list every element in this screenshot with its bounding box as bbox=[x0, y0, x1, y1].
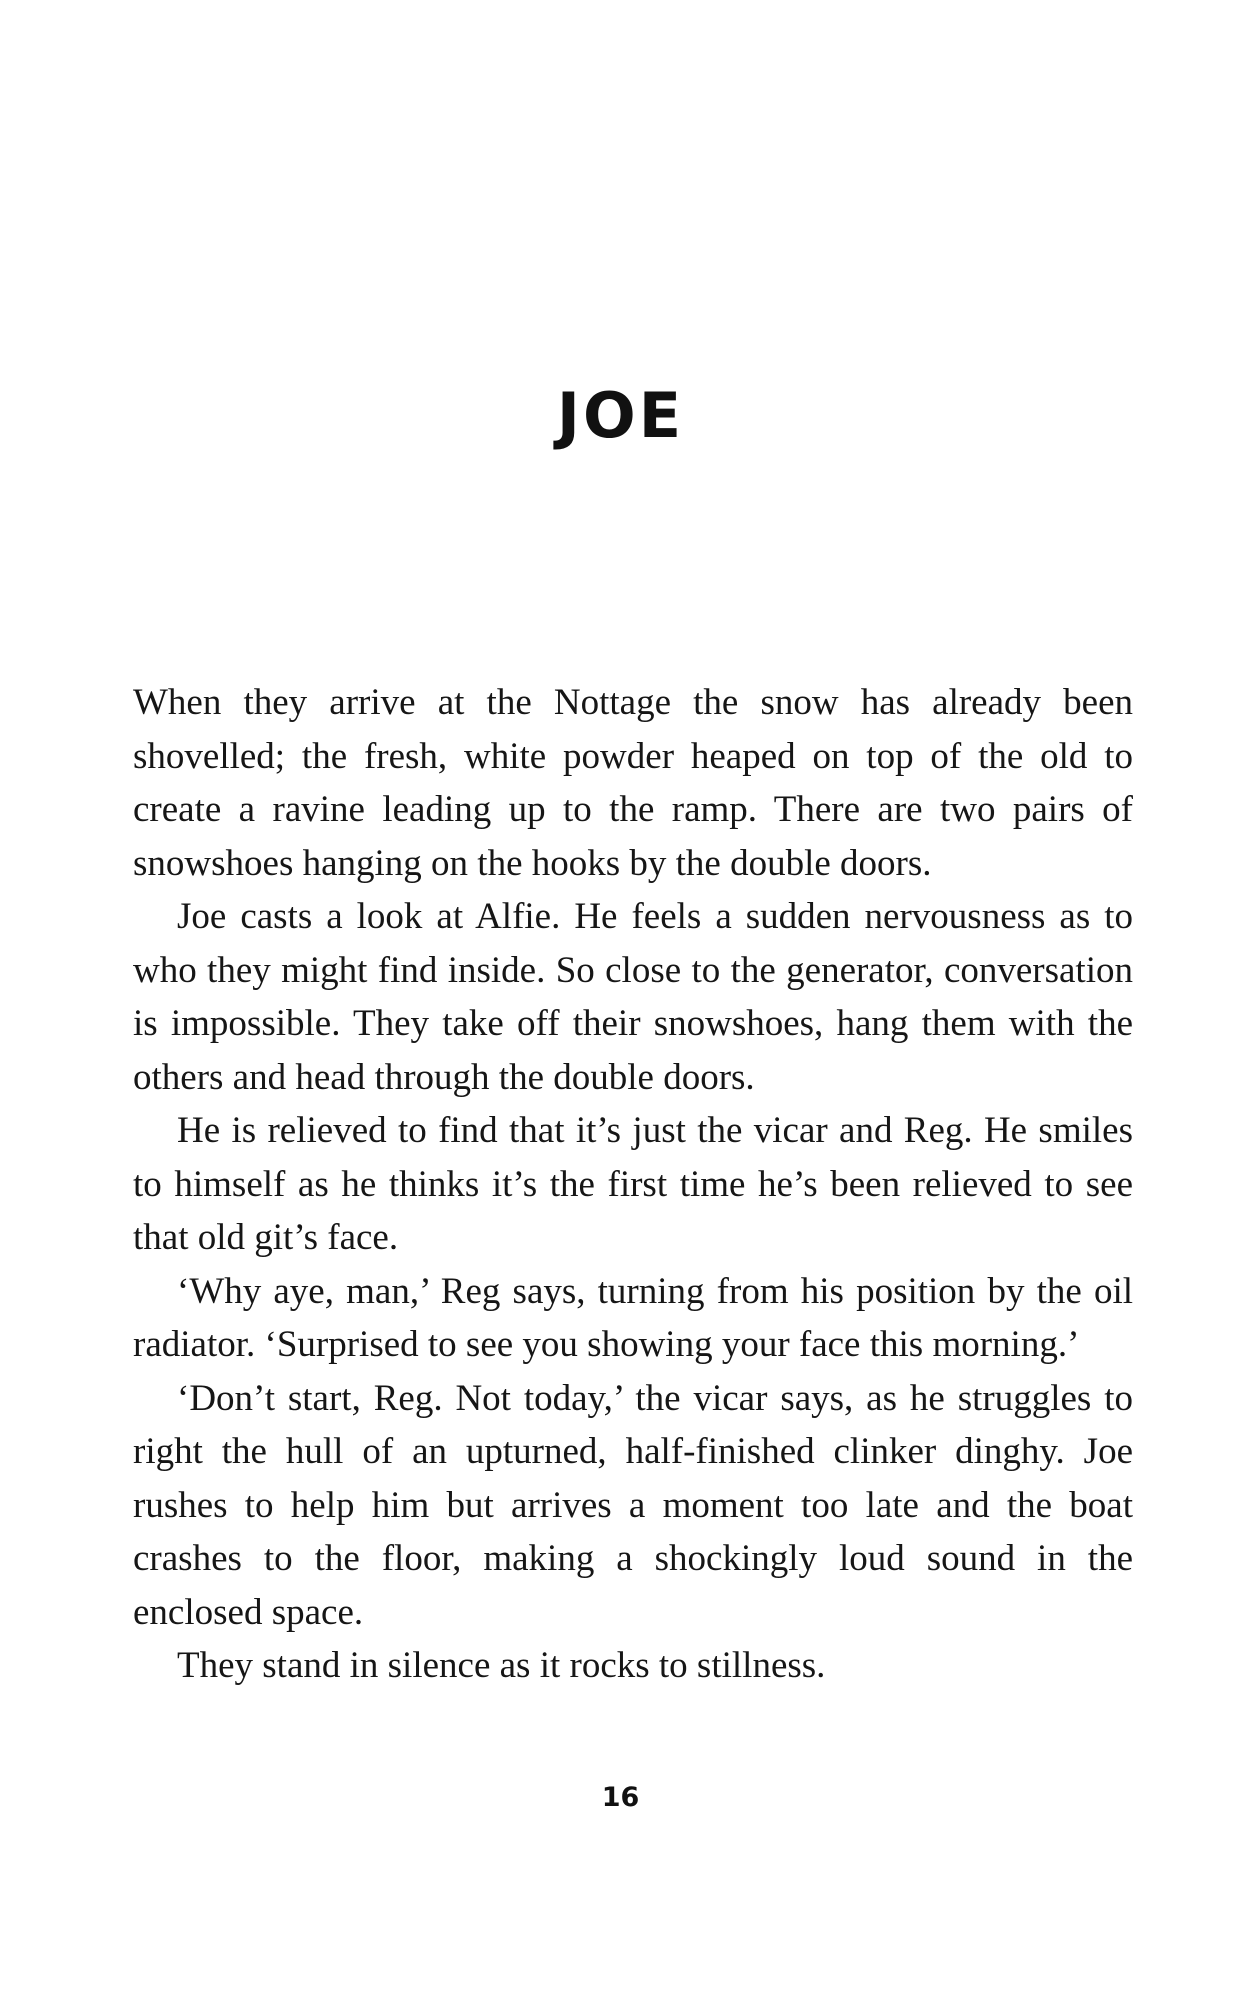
paragraph: He is relieved to find that it’s just the vicar and Reg. He smiles to himself as he thinks it’s the first time he’s been relieved to see that old git’s face. bbox=[133, 1110, 1133, 1258]
page-number: 16 bbox=[601, 1782, 640, 1813]
chapter-body bbox=[133, 676, 1133, 1693]
paragraph: ‘Why aye, man,’ Reg says, turning from his position by the oil radiator. ‘Surprised to see you showing your face this morning.’ bbox=[133, 1270, 1133, 1365]
paragraph: Joe casts a look at Alfie. He feels a sudden nervousness as to who they might find inside. So close to the generator, conversation is impossible. They take off their snowshoes, hang them with the others and head through the double doors. bbox=[133, 896, 1133, 1098]
paragraph: They stand in silence as it rocks to stillness. bbox=[177, 1645, 826, 1686]
paragraph: When they arrive at the Nottage the snow has already been shovelled; the fresh, white powder heaped on top of the old to create a ravine leading up to the ramp. There are two pairs of snowshoes hanging on the hooks by the double doors. bbox=[133, 682, 1133, 884]
chapter-title: JOE bbox=[556, 379, 685, 452]
paragraph: ‘Don’t start, Reg. Not today,’ the vicar says, as he struggles to right the hull of an upturned, half-finished clinker dinghy. Joe rushes to help him but arrives a moment too late and the boat crashes to the floor, making a shockingly loud sound in the enclosed space. bbox=[133, 1377, 1133, 1633]
